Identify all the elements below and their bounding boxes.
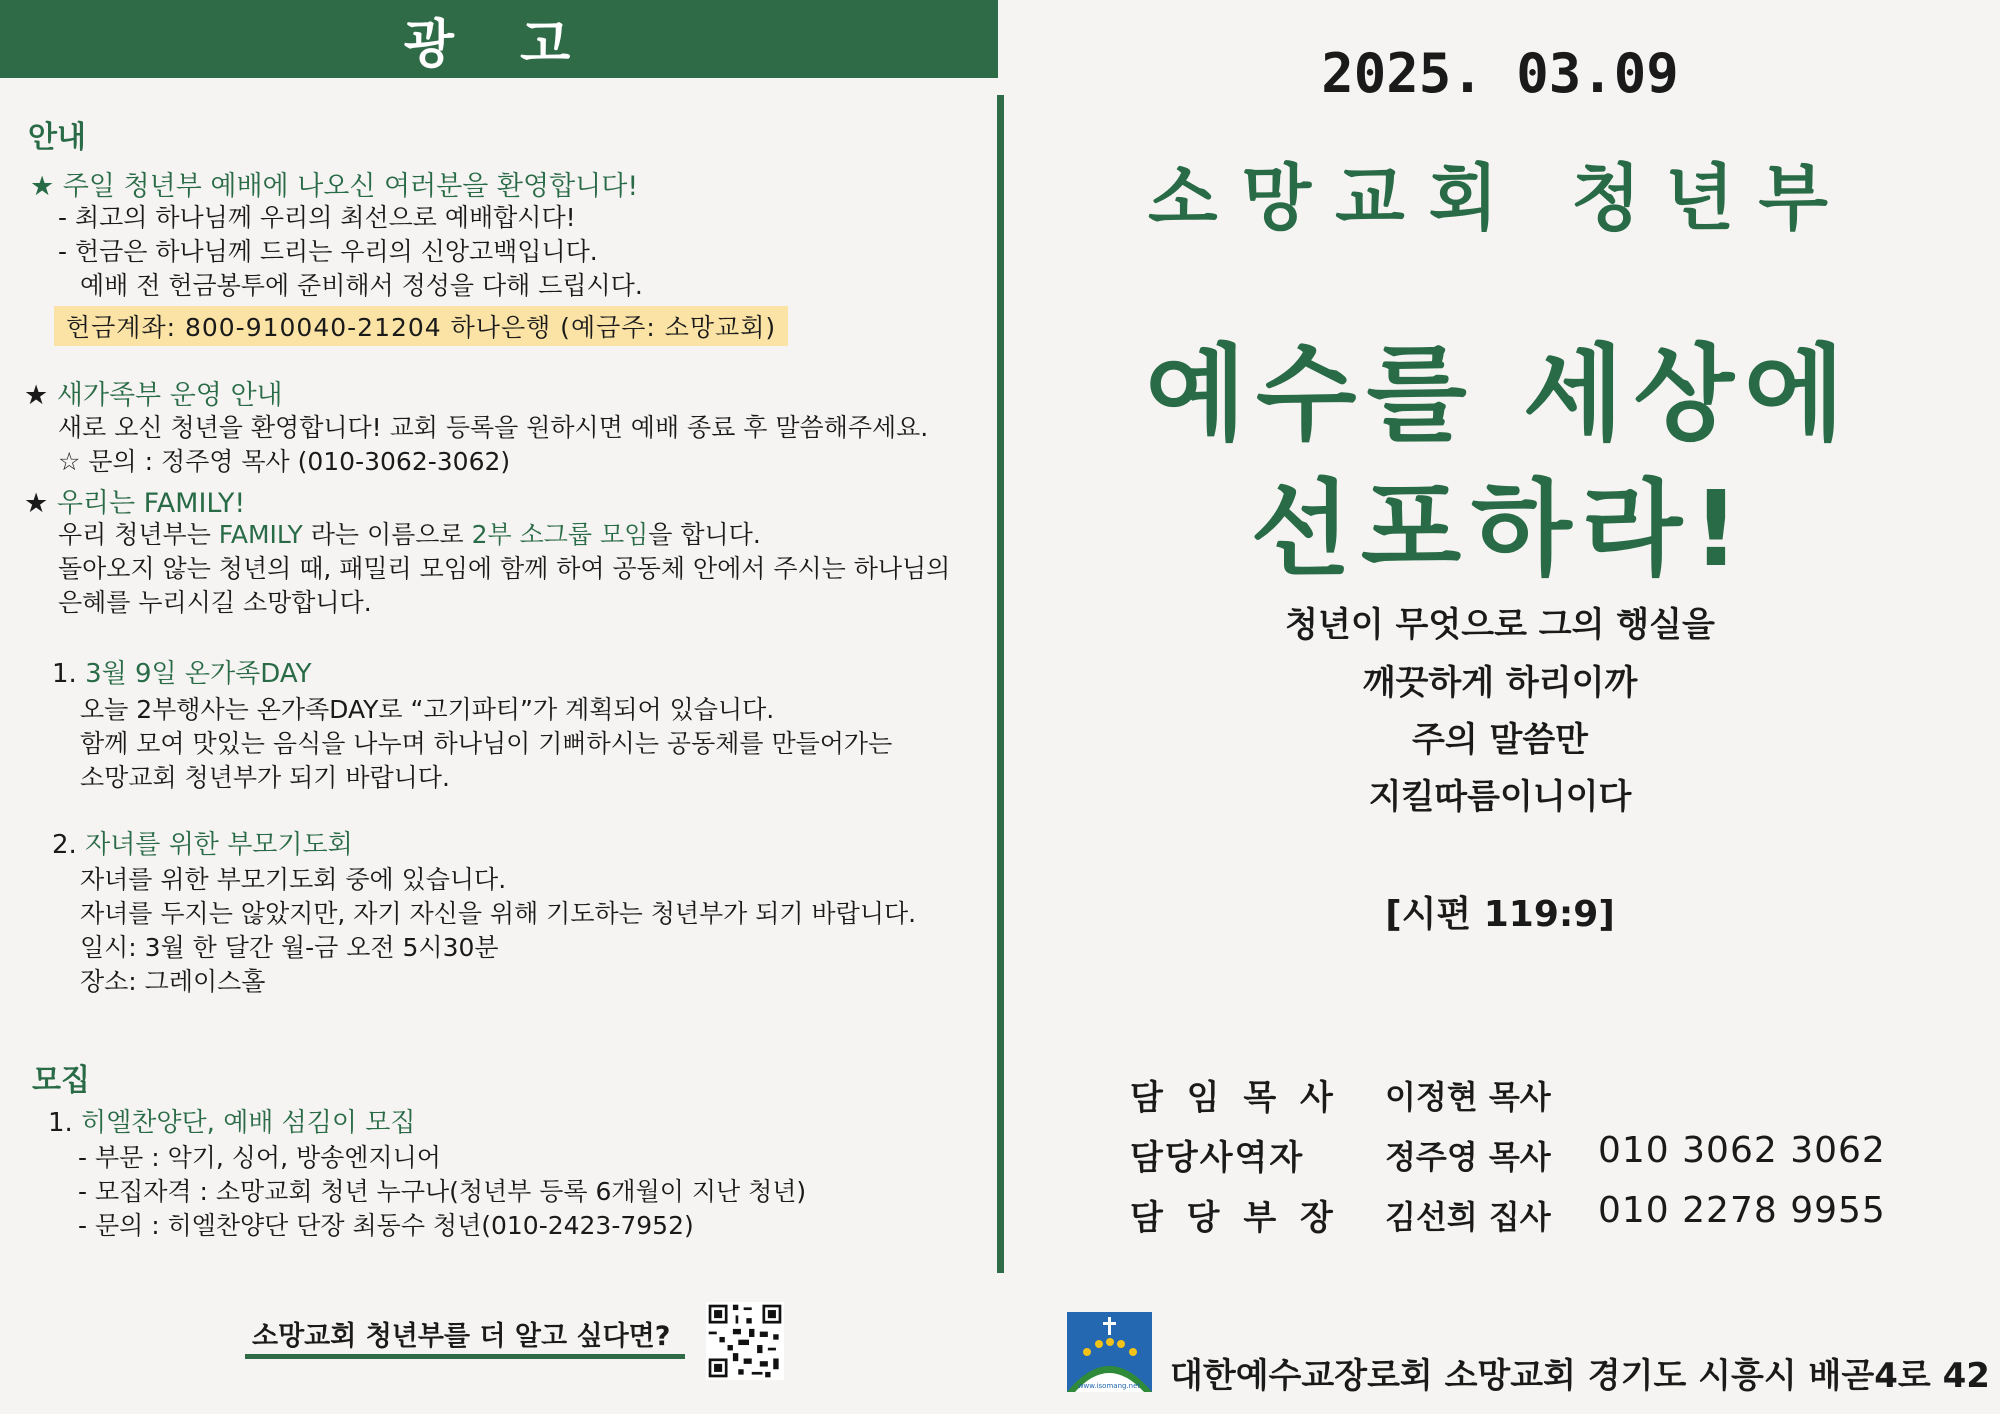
- family-line-3: 은혜를 누리시길 소망합니다.: [58, 588, 372, 617]
- qr-code[interactable]: [706, 1302, 784, 1380]
- family-text: 우리 청년부는: [58, 520, 219, 549]
- church-logo: [1067, 1312, 1152, 1392]
- event-item-1-line-2: 함께 모여 맛있는 음식을 나누며 하나님이 기뻐하시는 공동체를 만들어가는: [80, 729, 893, 758]
- staff-role-senior: 담 임 목 사: [1130, 1078, 1339, 1118]
- event-item-2-line-3: 일시: 3월 한 달간 월-금 오전 5시30분: [80, 933, 499, 962]
- event-item-2-heading: [52, 828, 353, 862]
- verse-line-2: 깨끗하게 하리이까: [1362, 663, 1638, 703]
- recruit-line-3: - 문의 : 히엘찬양단 단장 최동수 청년(010-2423-7952): [78, 1211, 694, 1240]
- item-number: 1.: [52, 659, 77, 689]
- footer-address: 대한예수교장로회 소망교회 경기도 시흥시 배곧4로 42: [1170, 1356, 1990, 1396]
- offering-account: 헌금계좌: 800-910040-21204 하나은행 (예금주: 소망교회): [54, 306, 788, 346]
- family-line-1: [58, 518, 761, 552]
- staff-name-senior: 이정현 목사: [1385, 1078, 1551, 1116]
- family-heading: [24, 481, 245, 520]
- qr-prompt-link[interactable]: 소망교회 청년부를 더 알고 싶다면?: [252, 1321, 671, 1352]
- verse-line-4: 지킬따름이니이다: [1368, 777, 1632, 817]
- event-item-1-heading: [52, 657, 312, 691]
- slogan-line-1: 예수를 세상에: [1145, 333, 1855, 455]
- event-item-2-line-1: 자녀를 위한 부모기도회 중에 있습니다.: [80, 865, 507, 894]
- recruit-item-heading: [48, 1106, 416, 1140]
- recruit-line-2: - 모집자격 : 소망교회 청년 누구나(청년부 등록 6개월이 지난 청년): [78, 1177, 807, 1206]
- verse-line-1: 청년이 무엇으로 그의 행실을: [1285, 605, 1715, 645]
- verse-reference: [시편 119:9]: [1385, 894, 1615, 935]
- item-title: 히엘찬양단, 예배 섬김이 모집: [81, 1108, 416, 1138]
- recruit-title: 모집: [32, 1063, 90, 1098]
- staff-name-head: 김선희 집사: [1385, 1198, 1551, 1236]
- church-title: 소망교회 청년부: [1148, 156, 1852, 240]
- item-number: 1.: [48, 1108, 73, 1138]
- staff-phone-minister: 010 3062 3062: [1598, 1130, 1886, 1171]
- welcome-heading: ★ 주일 청년부 예배에 나오신 여러분을 환영합니다!: [30, 171, 639, 202]
- bulletin-date: 2025. 03.09: [1321, 42, 1679, 105]
- slogan-line-2: 선포하라!: [1250, 468, 1750, 590]
- qr-prompt-underline: [245, 1354, 685, 1359]
- staff-role-head: 담 당 부 장: [1130, 1198, 1339, 1238]
- newfamily-heading: [24, 373, 283, 412]
- event-item-2-line-4: 장소: 그레이스홀: [80, 967, 266, 996]
- event-item-1-line-1: 오늘 2부행사는 온가족DAY로 “고기파티”가 계획되어 있습니다.: [80, 695, 775, 724]
- family-heading-label: 우리는 FAMILY!: [56, 488, 246, 519]
- welcome-line-3: 예배 전 헌금봉투에 준비해서 정성을 다해 드립시다.: [80, 271, 643, 300]
- item-number: 2.: [52, 830, 77, 860]
- ad-banner: 광 고: [0, 0, 998, 78]
- event-item-2-line-2: 자녀를 두지는 않았지만, 자기 자신을 위해 기도하는 청년부가 되기 바랍니다.: [80, 899, 917, 928]
- newfamily-heading-label: 새가족부 운영 안내: [56, 380, 283, 411]
- newfamily-line-1: 새로 오신 청년을 환영합니다! 교회 등록을 원하시면 예배 종료 후 말씀해주세요.: [58, 413, 929, 442]
- notice-title: 안내: [28, 120, 86, 155]
- verse-line-3: 주의 말씀만: [1411, 720, 1589, 760]
- logo-caption: www.isomang.net: [1077, 1382, 1141, 1390]
- staff-name-minister: 정주영 목사: [1385, 1138, 1551, 1176]
- item-title: 자녀를 위한 부모기도회: [85, 830, 353, 860]
- welcome-line-1: - 최고의 하나님께 우리의 최선으로 예배합시다!: [58, 203, 576, 232]
- item-title: 3월 9일 온가족DAY: [85, 659, 312, 689]
- family-highlight: FAMILY: [218, 520, 303, 549]
- newfamily-line-2: ☆ 문의 : 정주영 목사 (010-3062-3062): [58, 447, 511, 476]
- family-text: 을 합니다.: [648, 520, 761, 549]
- family-line-2: 돌아오지 않는 청년의 때, 패밀리 모임에 함께 하여 공동체 안에서 주시는 하나님의: [58, 554, 951, 583]
- star-icon: ★: [24, 488, 49, 519]
- staff-role-minister: 담당사역자: [1130, 1138, 1305, 1178]
- family-text: 라는 이름으로: [302, 520, 472, 549]
- event-item-1-line-3: 소망교회 청년부가 되기 바랍니다.: [80, 763, 450, 792]
- recruit-line-1: - 부문 : 악기, 싱어, 방송엔지니어: [78, 1143, 441, 1172]
- staff-phone-head: 010 2278 9955: [1598, 1190, 1886, 1231]
- family-highlight: 2부 소그룹 모임: [471, 520, 649, 549]
- welcome-line-2: - 헌금은 하나님께 드리는 우리의 신앙고백입니다.: [58, 237, 598, 266]
- star-icon: ★: [24, 380, 49, 411]
